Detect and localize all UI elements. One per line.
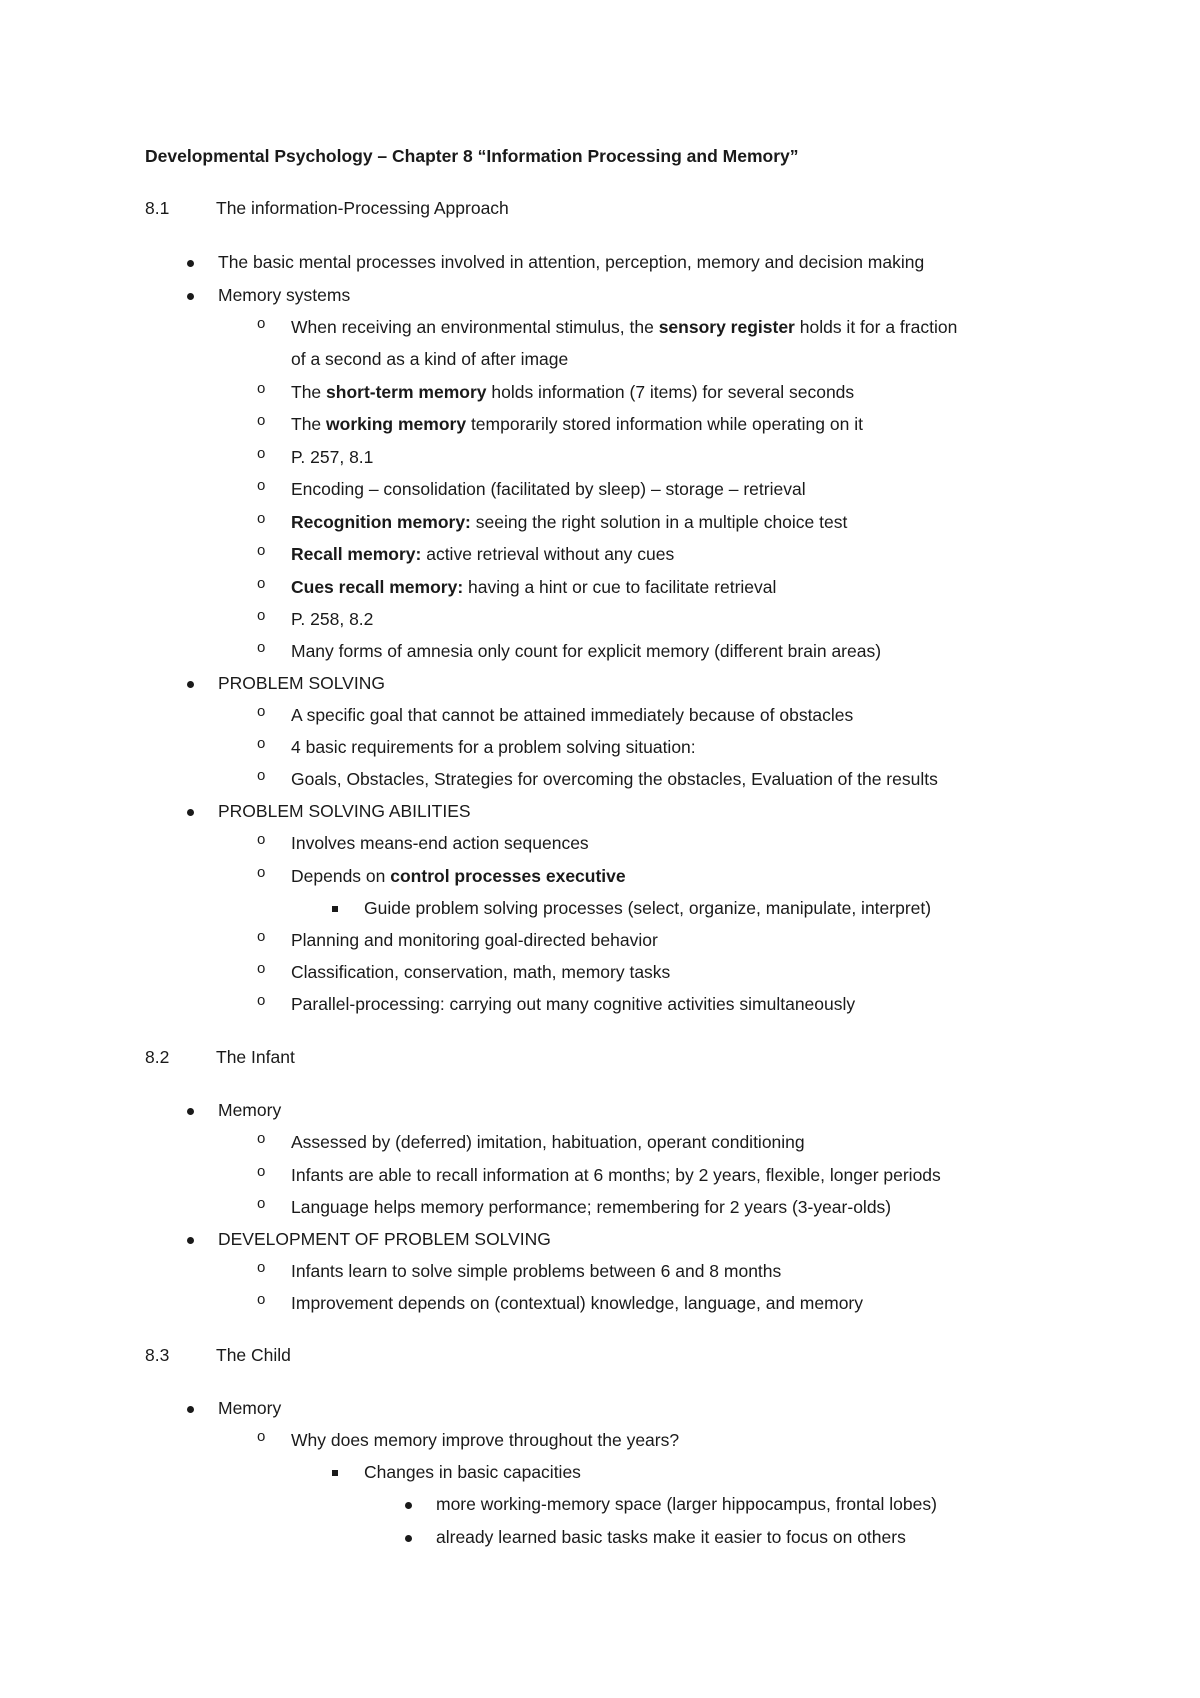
- list-item: [257, 510, 848, 533]
- section-heading-8-2: [145, 1047, 295, 1068]
- list-item: [257, 735, 696, 758]
- bullet-square-icon: [332, 906, 338, 912]
- list-item-text: The: [291, 414, 327, 434]
- section-heading-8-3: [145, 1345, 291, 1366]
- list-item: [218, 673, 385, 694]
- list-item-text: Goals, Obstacles, Strategies for overcoming the obstacles, Evaluation of the results: [291, 769, 938, 789]
- list-item: [257, 767, 938, 790]
- list-item-text: P. 257, 8.1: [291, 447, 374, 467]
- bullet-circle-icon: o: [257, 380, 266, 397]
- list-item: [218, 1100, 281, 1121]
- bullet-circle-icon: o: [257, 575, 266, 592]
- list-item: [257, 477, 806, 500]
- bullet-circle-icon: o: [257, 864, 266, 881]
- list-item: [436, 1527, 906, 1548]
- section-label: The Child: [216, 1345, 291, 1365]
- bullet-circle-icon: o: [257, 703, 266, 720]
- list-item: [436, 1494, 937, 1515]
- bold-term: sensory register: [658, 317, 795, 337]
- bold-term: short-term memory: [326, 382, 487, 402]
- bullet-circle-icon: o: [257, 928, 266, 945]
- bold-term: Recognition memory:: [291, 512, 471, 532]
- list-item: [257, 928, 658, 951]
- list-item: [364, 898, 931, 919]
- list-item: [257, 575, 777, 598]
- list-item-text: When receiving an environmental stimulus, the: [291, 317, 659, 337]
- list-item: [218, 1229, 551, 1250]
- list-item: [257, 1163, 941, 1186]
- list-item: [218, 285, 350, 306]
- list-item-text: of a second as a kind of after image: [291, 349, 569, 369]
- list-item-text: The: [291, 382, 327, 402]
- bullet-circle-icon: o: [257, 412, 266, 429]
- list-item: [257, 639, 882, 662]
- list-item: [257, 1195, 892, 1218]
- list-item-text: Involves means-end action sequences: [291, 833, 589, 853]
- bullet-circle-icon: o: [257, 1130, 266, 1147]
- bullet-dot-icon: [187, 260, 194, 267]
- section-label: The Infant: [216, 1047, 295, 1067]
- list-item-text: Memory: [218, 1398, 282, 1418]
- list-item-text: seeing the right solution in a multiple choice test: [470, 512, 848, 532]
- list-item-text: Language helps memory performance; remembering for 2 years (3-year-olds): [291, 1197, 892, 1217]
- list-item-text: DEVELOPMENT OF PROBLEM SOLVING: [218, 1229, 551, 1249]
- list-item: [218, 252, 924, 273]
- document-title: Developmental Psychology – Chapter 8 “Information Processing and Memory”: [145, 146, 799, 166]
- bullet-circle-icon: o: [257, 1195, 266, 1212]
- list-item-text: more working-memory space (larger hippocampus, frontal lobes): [436, 1494, 937, 1514]
- section-number: 8.3: [145, 1345, 170, 1365]
- list-item-text: Assessed by (deferred) imitation, habituation, operant conditioning: [291, 1132, 805, 1152]
- list-item-text: active retrieval without any cues: [421, 544, 675, 564]
- list-item-text: Planning and monitoring goal-directed behavior: [291, 930, 658, 950]
- list-item: [257, 445, 374, 468]
- list-item-text: PROBLEM SOLVING: [218, 673, 385, 693]
- bullet-circle-icon: o: [257, 992, 266, 1009]
- bold-term: Cues recall memory:: [291, 577, 464, 597]
- list-item: [257, 831, 589, 854]
- list-item: [257, 607, 374, 630]
- bold-term: working memory: [326, 414, 467, 434]
- bullet-circle-icon: o: [257, 1259, 266, 1276]
- list-item-text: Parallel-processing: carrying out many cognitive activities simultaneously: [291, 994, 856, 1014]
- bullet-dot-icon: [187, 809, 194, 816]
- bullet-dot-icon: [405, 1502, 412, 1509]
- list-item: [218, 801, 471, 822]
- list-item-text: Improvement depends on (contextual) knowledge, language, and memory: [291, 1293, 864, 1313]
- list-item: [257, 864, 626, 887]
- list-item-text: P. 258, 8.2: [291, 609, 374, 629]
- list-item: [257, 960, 671, 983]
- list-item-text: Changes in basic capacities: [364, 1462, 581, 1482]
- list-item-text: Many forms of amnesia only count for explicit memory (different brain areas): [291, 641, 882, 661]
- bullet-circle-icon: o: [257, 1291, 266, 1308]
- list-item: [257, 992, 856, 1015]
- list-item-text: 4 basic requirements for a problem solving situation:: [291, 737, 696, 757]
- bullet-circle-icon: o: [257, 831, 266, 848]
- list-item: [257, 380, 855, 403]
- list-item-text: holds information (7 items) for several seconds: [486, 382, 855, 402]
- list-item-text: Why does memory improve throughout the years?: [291, 1430, 680, 1450]
- list-item-text: Memory systems: [218, 285, 351, 305]
- list-item-text: already learned basic tasks make it easier to focus on others: [436, 1527, 906, 1547]
- bullet-circle-icon: o: [257, 960, 266, 977]
- list-item-text: PROBLEM SOLVING ABILITIES: [218, 801, 471, 821]
- section-heading-8-1: [145, 198, 509, 219]
- bullet-dot-icon: [187, 1108, 194, 1115]
- list-item-text: Encoding – consolidation (facilitated by sleep) – storage – retrieval: [291, 479, 806, 499]
- list-item: [257, 1130, 805, 1153]
- bullet-circle-icon: o: [257, 1163, 266, 1180]
- bullet-dot-icon: [187, 681, 194, 688]
- list-item-continuation: [291, 349, 568, 370]
- bullet-dot-icon: [187, 1237, 194, 1244]
- bullet-circle-icon: o: [257, 767, 266, 784]
- list-item-text: Memory: [218, 1100, 282, 1120]
- list-item-text: Infants are able to recall information at 6 months; by 2 years, flexible, longer periods: [291, 1165, 941, 1185]
- bullet-circle-icon: o: [257, 315, 266, 332]
- list-item-text: Guide problem solving processes (select, organize, manipulate, interpret): [364, 898, 932, 918]
- bold-term: control processes executive: [390, 866, 626, 886]
- bullet-circle-icon: o: [257, 1428, 266, 1445]
- bullet-circle-icon: o: [257, 639, 266, 656]
- bullet-circle-icon: o: [257, 607, 266, 624]
- list-item-text: Infants learn to solve simple problems between 6 and 8 months: [291, 1261, 782, 1281]
- list-item: [364, 1462, 581, 1483]
- list-item: [218, 1398, 281, 1419]
- bullet-circle-icon: o: [257, 445, 266, 462]
- list-item-text: temporarily stored information while operating on it: [466, 414, 863, 434]
- bullet-circle-icon: o: [257, 542, 266, 559]
- list-item: [257, 542, 675, 565]
- list-item-text: The basic mental processes involved in attention, perception, memory and decision making: [218, 252, 925, 272]
- bullet-circle-icon: o: [257, 510, 266, 527]
- bullet-square-icon: [332, 1470, 338, 1476]
- section-number: 8.1: [145, 198, 170, 218]
- list-item-text: Classification, conservation, math, memory tasks: [291, 962, 671, 982]
- section-number: 8.2: [145, 1047, 170, 1067]
- list-item: [257, 1259, 782, 1282]
- list-item: [257, 703, 854, 726]
- list-item-text: having a hint or cue to facilitate retrieval: [463, 577, 777, 597]
- bullet-dot-icon: [405, 1535, 412, 1542]
- list-item-text: A specific goal that cannot be attained immediately because of obstacles: [291, 705, 854, 725]
- section-label: The information-Processing Approach: [216, 198, 509, 218]
- bullet-circle-icon: o: [257, 477, 266, 494]
- list-item: [257, 1291, 864, 1314]
- list-item: [257, 412, 863, 435]
- bold-term: Recall memory:: [291, 544, 422, 564]
- list-item-text: Depends on: [291, 866, 391, 886]
- bullet-circle-icon: o: [257, 735, 266, 752]
- list-item-text: holds it for a fraction: [794, 317, 958, 337]
- bullet-dot-icon: [187, 293, 194, 300]
- bullet-dot-icon: [187, 1406, 194, 1413]
- list-item: [257, 1428, 680, 1451]
- list-item: [257, 315, 958, 338]
